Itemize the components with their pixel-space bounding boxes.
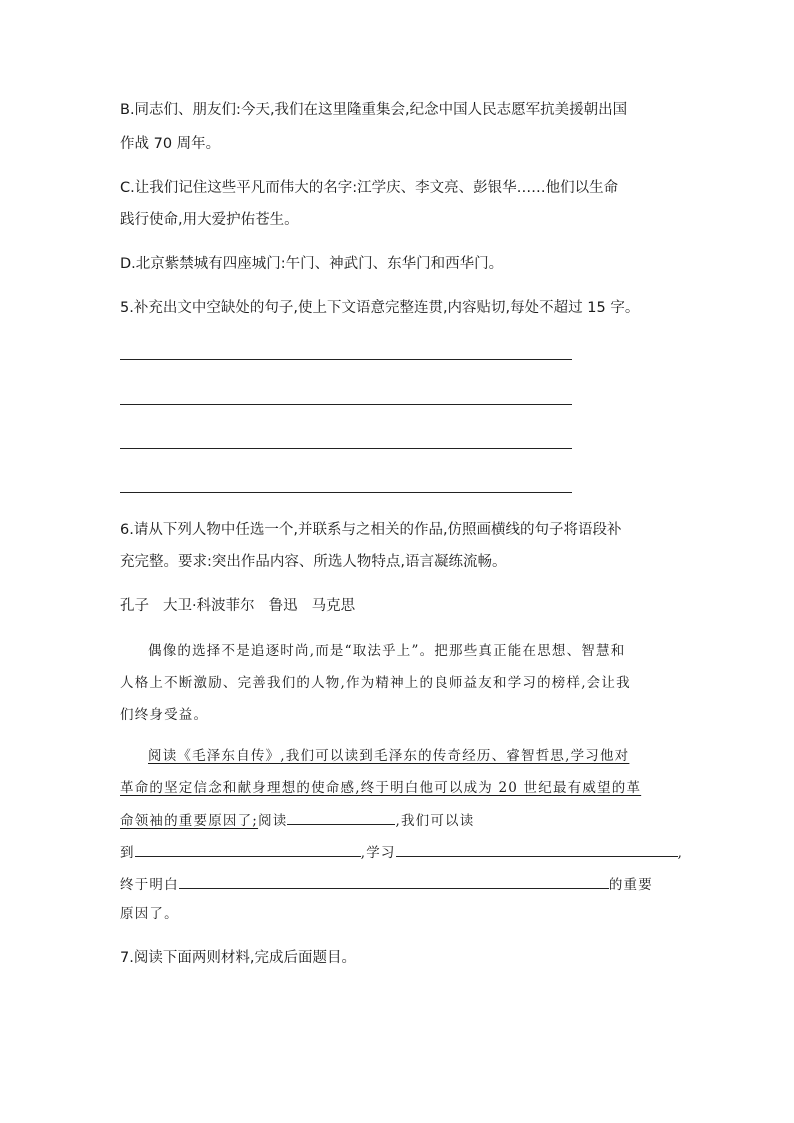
question-7-text: 7.阅读下面两则材料,完成后面题目。	[120, 950, 356, 966]
person-name: 马克思	[311, 598, 356, 614]
answer-line-1[interactable]	[120, 359, 572, 360]
option-d-line-1: D.北京紫禁城有四座城门:午门、神武门、东华门和西华门。	[120, 256, 504, 272]
passage-text: ,学习	[360, 845, 396, 861]
fill-blank-learn[interactable]	[396, 842, 678, 857]
fill-blank-read[interactable]	[135, 842, 361, 857]
question-6-line-2: 充完整。要求:突出作品内容、所选人物特点,语言凝练流畅。	[120, 554, 507, 570]
fill-blank-work[interactable]	[287, 810, 395, 825]
fill-blank-understand[interactable]	[179, 874, 609, 889]
passage-underlined-line-2: 革命的坚定信念和献身理想的使命感,终于明白他可以成为 20 世纪最有威望的革	[120, 780, 642, 796]
passage-text: 到	[120, 845, 135, 861]
passage-para-1-line-1: 偶像的选择不是追逐时尚,而是“取法乎上”。把那些真正能在思想、智慧和	[148, 643, 626, 659]
passage-text: 终于明白	[120, 877, 179, 893]
passage-underlined-end: 命领袖的重要原因了;	[120, 813, 259, 829]
answer-line-2[interactable]	[120, 404, 572, 405]
answer-line-4[interactable]	[120, 492, 572, 493]
person-name-list	[120, 596, 355, 616]
option-b-line-2: 作战 70 周年。	[120, 136, 221, 152]
answer-line-3[interactable]	[120, 448, 572, 449]
passage-text: 的重要	[608, 877, 653, 893]
option-c-line-1: C.让我们记住这些平凡而伟大的名字:江学庆、李文亮、彭银华……他们以生命	[120, 180, 619, 196]
person-name: 鲁迅	[268, 598, 298, 614]
passage-line-3	[120, 810, 474, 831]
passage-line-4	[120, 842, 683, 863]
person-name: 大卫·科波菲尔	[163, 598, 255, 614]
passage-line-5	[120, 874, 653, 895]
option-c-line-2: 践行使命,用大爱护佑苍生。	[120, 212, 299, 228]
question-5-text: 5.补充出文中空缺处的句子,使上下文语意完整连贯,内容贴切,每处不超过 15 字。	[120, 300, 640, 316]
passage-text: 阅读	[258, 813, 288, 829]
question-6-line-1: 6.请从下列人物中任选一个,并联系与之相关的作品,仿照画横线的句子将语段补	[120, 522, 622, 538]
passage-para-1-line-2: 人格上不断激励、完善我们的人物,作为精神上的良师益友和学习的榜样,会让我	[120, 675, 631, 691]
passage-para-1-line-3: 们终身受益。	[120, 707, 209, 723]
passage-text: ,	[677, 845, 684, 861]
passage-line-6: 原因了。	[120, 906, 179, 922]
option-b-line-1: B.同志们、朋友们:今天,我们在这里隆重集会,纪念中国人民志愿军抗美援朝出国	[120, 102, 628, 118]
passage-text: ,我们可以读	[395, 813, 475, 829]
person-name: 孔子	[120, 598, 149, 614]
passage-underlined-line-1: 阅读《毛泽东自传》,我们可以读到毛泽东的传奇经历、睿智哲思,学习他对	[148, 748, 630, 764]
